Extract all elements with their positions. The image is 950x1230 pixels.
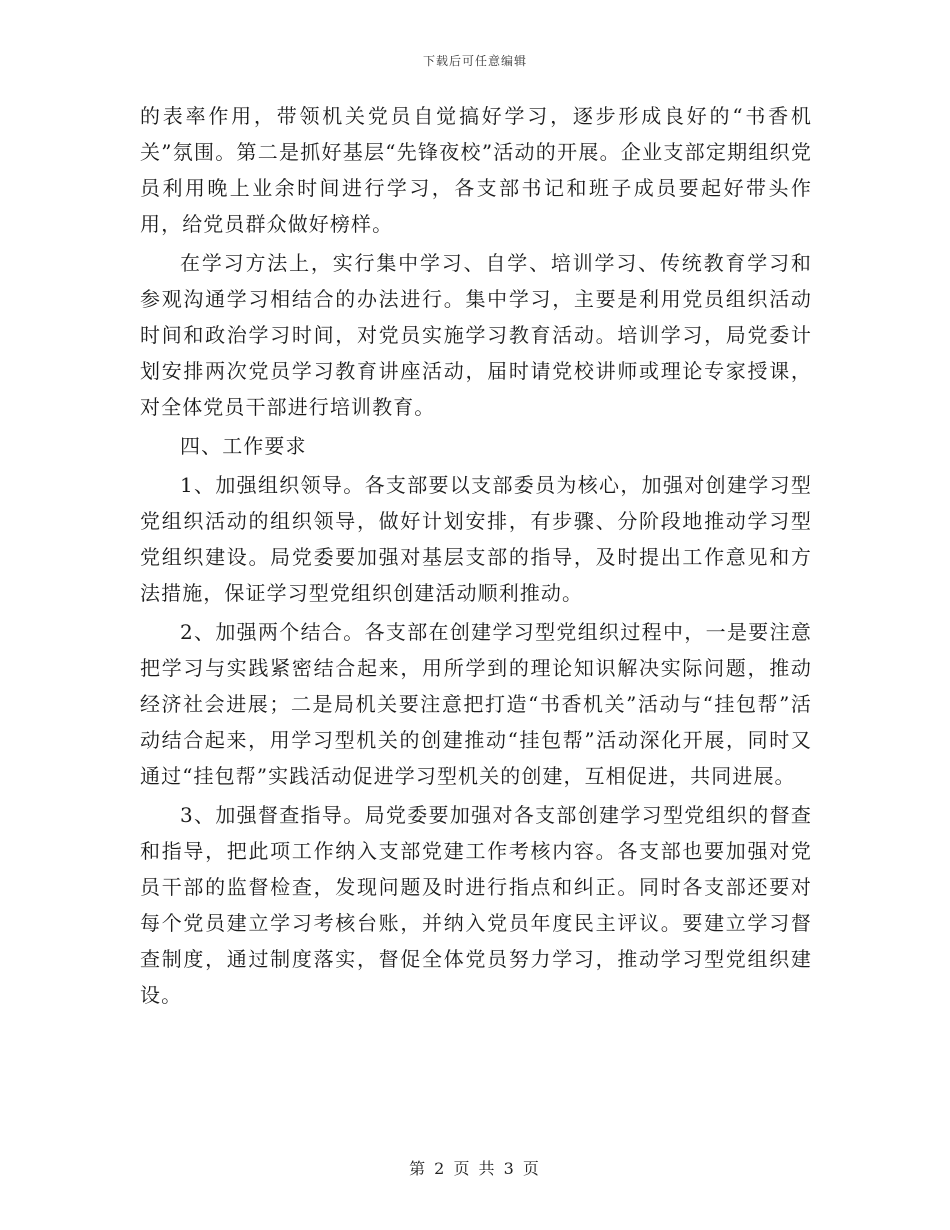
paragraph-study-methods: 在学习方法上，实行集中学习、自学、培训学习、传统教育学习和参观沟通学习相结合的办法进行。集中学习，主要是利用党员组织活动时间和政治学习时间，对党员实施学习教育活动。培训学习，局党委计划安排两次党员学习教育讲座活动，届时请党校讲师或理论专家授课，对全体党员干部进行培训教育。 xyxy=(140,251,812,419)
document-body xyxy=(140,98,812,1016)
paragraph-requirement-1: 1、加强组织领导。各支部要以支部委员为核心，加强对创建学习型党组织活动的组织领导，做好计划安排，有步骤、分阶段地推动学习型党组织建设。局党委要加强对基层支部的指导，及时提出工作意见和方法措施，保证学习型党组织创建活动顺利推动。 xyxy=(140,473,812,605)
section-heading-work-requirements: 四、工作要求 xyxy=(180,434,307,458)
paragraph-requirement-2: 2、加强两个结合。各支部在创建学习型党组织过程中，一是要注意把学习与实践紧密结合起来，用所学到的理论知识解决实际问题，推动经济社会进展；二是局机关要注意把打造“书香机关”活动与“挂包帮”活动结合起来，用学习型机关的创建推动“挂包帮”活动深化开展，同时又通过“挂包帮”实践活动促进学习型机关的创建，互相促进，共同进展。 xyxy=(140,620,812,788)
paragraph-continuation: 的表率作用，带领机关党员自觉搞好学习，逐步形成良好的“书香机关”氛围。第二是抓好基层“先锋夜校”活动的开展。企业支部定期组织党员利用晚上业余时间进行学习，各支部书记和班子成员要起好带头作用，给党员群众做好榜样。 xyxy=(140,104,812,236)
paragraph-requirement-3: 3、加强督查指导。局党委要加强对各支部创建学习型党组织的督查和指导，把此项工作纳入支部党建工作考核内容。各支部也要加强对党员干部的监督检查，发现问题及时进行指点和纠正。同时各支部还要对每个党员建立学习考核台账，并纳入党员年度民主评议。要建立学习督查制度，通过制度落实，督促全体党员努力学习，推动学习型党组织建设。 xyxy=(140,803,812,1007)
page-number-footer: 第 2 页 共 3 页 xyxy=(409,1159,541,1178)
page-header-note: 下载后可任意编辑 xyxy=(422,54,527,68)
